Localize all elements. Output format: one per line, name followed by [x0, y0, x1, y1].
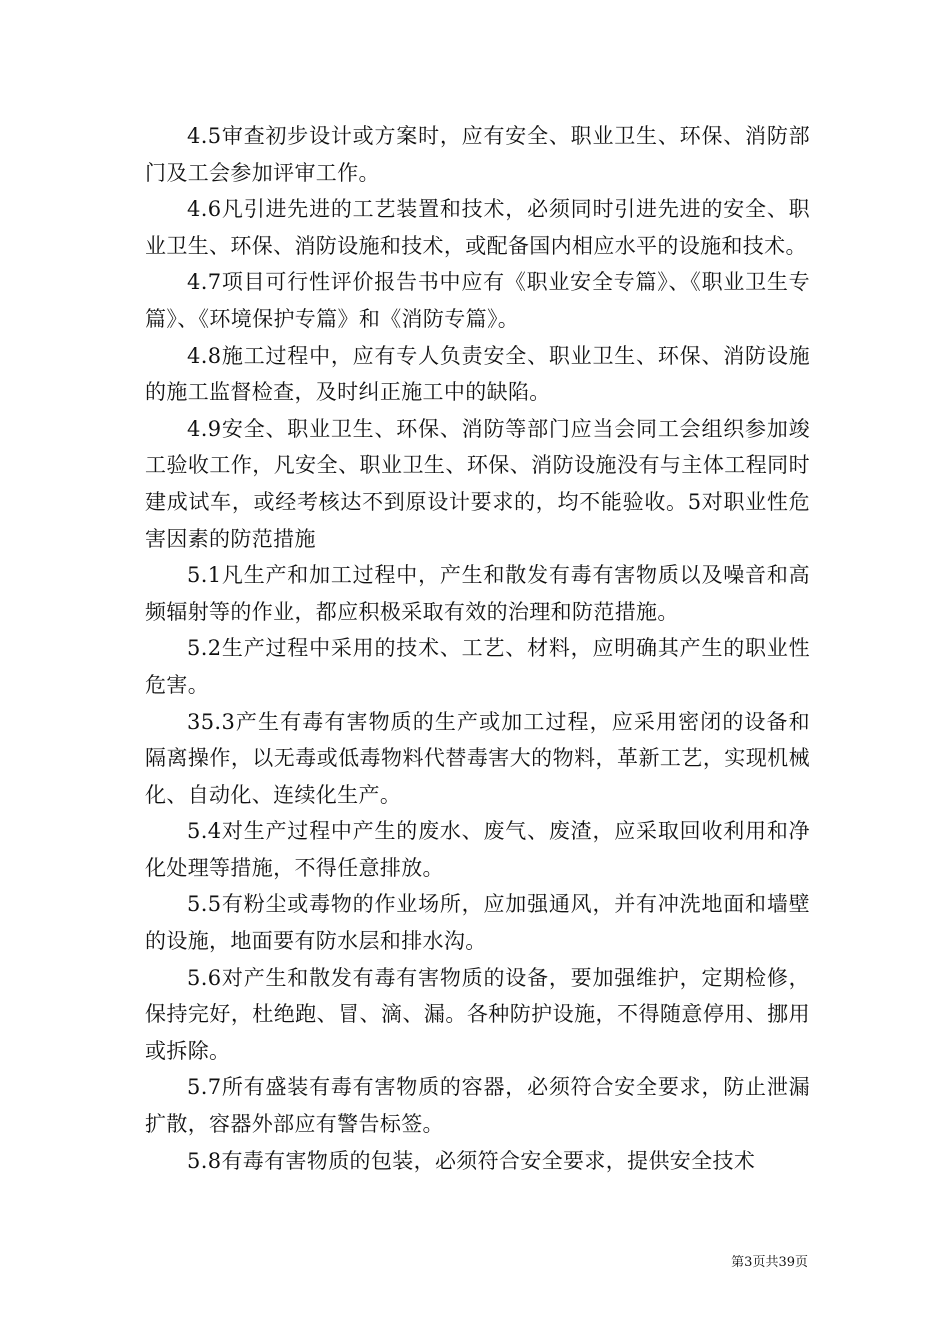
paragraph-5-6: 5.6对产生和散发有毒有害物质的设备，要加强维护，定期检修，保持完好，杜绝跑、冒、滴、漏。各种防护设施，不得随意停用、挪用或拆除。 — [145, 965, 810, 1063]
paragraph-4-8: 4.8施工过程中，应有专人负责安全、职业卫生、环保、消防设施的施工监督检查，及时纠正施工中的缺陷。 — [145, 343, 810, 405]
paragraph-5-5: 5.5有粉尘或毒物的作业场所，应加强通风，并有冲洗地面和墙壁的设施，地面要有防水层和排水沟。 — [145, 892, 810, 954]
paragraph-5-1: 5.1凡生产和加工过程中，产生和散发有毒有害物质以及噪音和高频辐射等的作业，都应积极采取有效的治理和防范措施。 — [145, 563, 810, 624]
paragraph-4-5: 4.5审查初步设计或方案时，应有安全、职业卫生、环保、消防部门及工会参加评审工作。 — [145, 124, 810, 185]
paragraph-5-7: 5.7所有盛装有毒有害物质的容器，必须符合安全要求，防止泄漏扩散，容器外部应有警告标签。 — [145, 1075, 810, 1137]
paragraph-5-8: 5.8有毒有害物质的包装，必须符合安全要求，提供安全技术 — [187, 1148, 756, 1173]
paragraph-4-9: 4.9安全、职业卫生、环保、消防等部门应当会同工会组织参加竣工验收工作，凡安全、职业卫生、环保、消防设施没有与主体工程同时建成试车，或经考核达不到原设计要求的，均不能验收。5对职业性危害因素的防范措施 — [145, 416, 810, 551]
paragraph-4-7: 4.7项目可行性评价报告书中应有《职业安全专篇》、《职业卫生专篇》、《环境保护专篇》和《消防专篇》。 — [145, 270, 810, 331]
paragraph-5-4: 5.4对生产过程中产生的废水、废气、废渣，应采取回收利用和净化处理等措施，不得任意排放。 — [145, 819, 810, 880]
paragraph-5-2: 5.2生产过程中采用的技术、工艺、材料，应明确其产生的职业性危害。 — [145, 636, 810, 697]
page-number-footer: 第3页共39页 — [731, 1255, 808, 1270]
paragraph-5-3: 35.3产生有毒有害物质的生产或加工过程，应采用密闭的设备和隔离操作，以无毒或低毒物料代替毒害大的物料，革新工艺，实现机械化、自动化、连续化生产。 — [145, 709, 810, 807]
paragraph-4-6: 4.6凡引进先进的工艺装置和技术，必须同时引进先进的安全、职业卫生、环保、消防设施和技术，或配备国内相应水平的设施和技术。 — [145, 197, 810, 258]
document-body — [145, 118, 810, 1179]
